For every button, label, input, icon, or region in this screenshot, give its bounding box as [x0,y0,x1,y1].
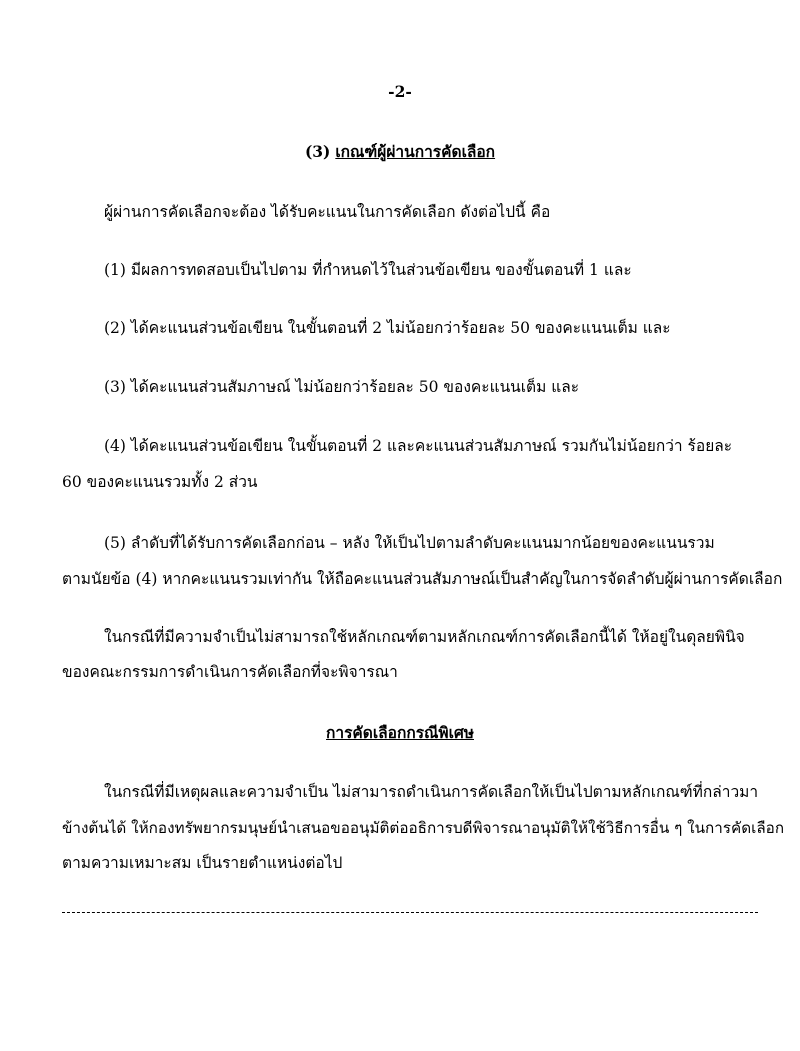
special-para-line-2: ข้างต้นได้ ให้กองทรัพยากรมนุษย์นำเสนอขออนุมัติต่ออธิการบดีพิจารณาอนุมัติให้ใช้วิธีการอื่น ๆ ในการคัดเลือก [62,819,785,837]
special-heading-title: การคัดเลือกกรณีพิเศษ [326,723,474,742]
criteria-item-3: (3) ได้คะแนนส่วนสัมภาษณ์ ไม่น้อยกว่าร้อยละ 50 ของคะแนนเต็ม และ [104,378,580,396]
section-heading-number: (3) [304,142,331,161]
section-heading-title: เกณฑ์ผู้ผ่านการคัดเลือก [335,142,496,161]
criteria-note-line-2: ของคณะกรรมการดำเนินการคัดเลือกที่จะพิจารณา [62,663,398,681]
page-number: -2- [388,82,412,101]
criteria-item-5-line-1: (5) ลำดับที่ได้รับการคัดเลือกก่อน – หลัง ให้เป็นไปตามลำดับคะแนนมากน้อยของคะแนนรวม [104,534,715,552]
special-para-line-3: ตามความเหมาะสม เป็นรายตำแหน่งต่อไป [62,854,343,872]
section-heading-special [0,723,800,743]
criteria-item-4-line-1: (4) ได้คะแนนส่วนข้อเขียน ในขั้นตอนที่ 2 และคะแนนส่วนสัมภาษณ์ รวมกันไม่น้อยกว่า ร้อยละ [104,437,733,455]
criteria-intro: ผู้ผ่านการคัดเลือกจะต้อง ได้รับคะแนนในการคัดเลือก ดังต่อไปนี้ คือ [104,203,551,221]
end-dashed-rule [62,912,758,913]
criteria-note-line-1: ในกรณีที่มีความจำเป็นไม่สามารถใช้หลักเกณฑ์ตามหลักเกณฑ์การคัดเลือกนี้ได้ ให้อยู่ในดุลยพินิจ [104,628,745,646]
criteria-item-5-line-2: ตามนัยข้อ (4) หากคะแนนรวมเท่ากัน ให้ถือคะแนนส่วนสัมภาษณ์เป็นสำคัญในการจัดลำดับผู้ผ่านการคัดเลือก [62,570,783,588]
section-heading-criteria [0,142,800,162]
criteria-item-4-line-2: 60 ของคะแนนรวมทั้ง 2 ส่วน [62,473,258,491]
criteria-item-2: (2) ได้คะแนนส่วนข้อเขียน ในขั้นตอนที่ 2 ไม่น้อยกว่าร้อยละ 50 ของคะแนนเต็ม และ [104,319,671,337]
special-para-line-1: ในกรณีที่มีเหตุผลและความจำเป็น ไม่สามารถดำเนินการคัดเลือกให้เป็นไปตามหลักเกณฑ์ที่กล่าวมา [104,783,759,801]
criteria-item-1: (1) มีผลการทดสอบเป็นไปตาม ที่กำหนดไว้ในส่วนข้อเขียน ของขั้นตอนที่ 1 และ [104,261,632,279]
